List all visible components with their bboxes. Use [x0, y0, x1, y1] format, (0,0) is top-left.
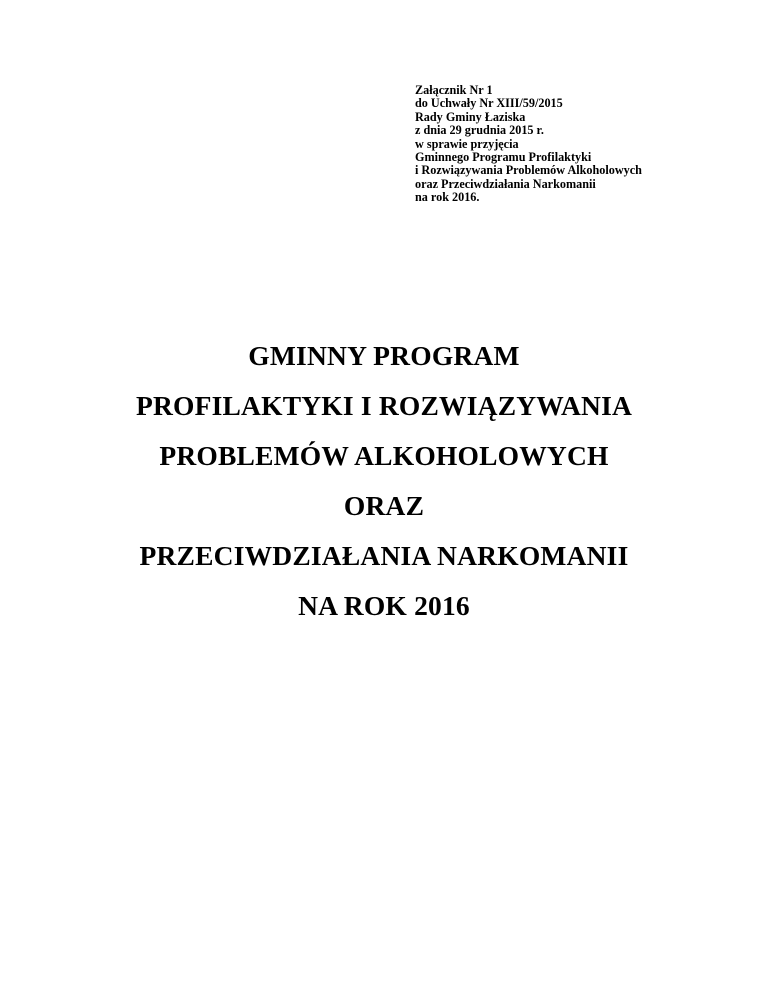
title-line-1: GMINNY PROGRAM	[248, 340, 520, 371]
annex-line-date: z dnia 29 grudnia 2015 r.	[415, 123, 544, 138]
annex-line-number: Załącznik Nr 1	[415, 83, 493, 97]
annex-line-council: Rady Gminy Łaziska	[415, 109, 526, 124]
annex-line-problems: i Rozwiązywania Problemów Alkoholowych	[415, 163, 642, 178]
title-line-4: ORAZ	[343, 490, 425, 521]
annex-line-subject: w sprawie przyjęcia	[415, 136, 519, 151]
annex-line-program: Gminnego Programu Profilaktyki	[415, 150, 592, 165]
annex-line-narcotics: oraz Przeciwdziałania Narkomanii	[415, 176, 596, 191]
annex-header	[415, 84, 735, 205]
title-line-5: PRZECIWDZIAŁANIA NARKOMANII	[139, 540, 629, 571]
document-title	[0, 331, 768, 631]
annex-line-resolution: do Uchwały Nr XIII/59/2015	[415, 96, 563, 111]
title-line-2: PROFILAKTYKI I ROZWIĄZYWANIA	[135, 390, 633, 421]
title-line-3: PROBLEMÓW ALKOHOLOWYCH	[159, 440, 609, 471]
annex-line-year: na rok 2016.	[415, 190, 480, 205]
title-line-6: NA ROK 2016	[298, 590, 470, 621]
